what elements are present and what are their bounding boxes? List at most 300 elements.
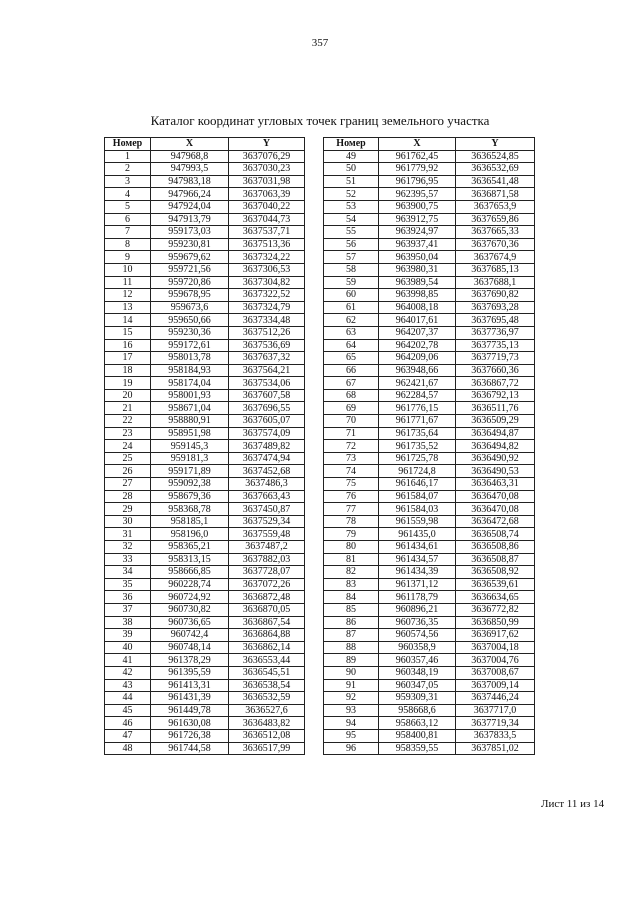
table-row <box>105 188 305 201</box>
y-coordinate-cell: 3636917,62 <box>456 629 535 642</box>
point-number-cell: 74 <box>324 465 379 478</box>
x-coordinate-cell: 961395,59 <box>151 666 229 679</box>
y-coordinate-cell: 3637637,32 <box>229 352 305 365</box>
column-header-x: X <box>379 138 456 151</box>
y-coordinate-cell: 3637607,58 <box>229 389 305 402</box>
point-number-cell: 20 <box>105 389 151 402</box>
x-coordinate-cell: 959171,89 <box>151 465 229 478</box>
point-number-cell: 6 <box>105 213 151 226</box>
point-number-cell: 81 <box>324 553 379 566</box>
x-coordinate-cell: 960730,82 <box>151 603 229 616</box>
point-number-cell: 43 <box>105 679 151 692</box>
x-coordinate-cell: 963900,75 <box>379 200 456 213</box>
table-row <box>105 603 305 616</box>
table-row <box>324 200 535 213</box>
x-coordinate-cell: 964202,78 <box>379 339 456 352</box>
x-coordinate-cell: 959650,66 <box>151 314 229 327</box>
x-coordinate-cell: 961434,39 <box>379 566 456 579</box>
table-row <box>105 666 305 679</box>
table-row <box>105 452 305 465</box>
y-coordinate-cell: 3637670,36 <box>456 238 535 251</box>
coordinates-table-right <box>323 137 535 755</box>
point-number-cell: 39 <box>105 629 151 642</box>
y-coordinate-cell: 3636470,08 <box>456 490 535 503</box>
table-row <box>324 603 535 616</box>
point-number-cell: 44 <box>105 692 151 705</box>
y-coordinate-cell: 3637334,48 <box>229 314 305 327</box>
page-number: 357 <box>311 37 329 49</box>
y-coordinate-cell: 3637833,5 <box>456 729 535 742</box>
point-number-cell: 37 <box>105 603 151 616</box>
x-coordinate-cell: 961771,67 <box>379 415 456 428</box>
y-coordinate-cell: 3637559,48 <box>229 528 305 541</box>
y-coordinate-cell: 3637537,71 <box>229 226 305 239</box>
y-coordinate-cell: 3636524,85 <box>456 150 535 163</box>
table-row <box>105 717 305 730</box>
point-number-cell: 41 <box>105 654 151 667</box>
table-row <box>324 729 535 742</box>
x-coordinate-cell: 961434,57 <box>379 553 456 566</box>
y-coordinate-cell: 3637487,2 <box>229 541 305 554</box>
table-row <box>105 364 305 377</box>
table-row <box>324 402 535 415</box>
table-row <box>324 666 535 679</box>
table-row <box>324 591 535 604</box>
point-number-cell: 33 <box>105 553 151 566</box>
x-coordinate-cell: 961779,92 <box>379 163 456 176</box>
point-number-cell: 66 <box>324 364 379 377</box>
y-coordinate-cell: 3636517,99 <box>229 742 305 755</box>
y-coordinate-cell: 3637736,97 <box>456 326 535 339</box>
point-number-cell: 5 <box>105 200 151 213</box>
table-row <box>324 704 535 717</box>
x-coordinate-cell: 964008,18 <box>379 301 456 314</box>
x-coordinate-cell: 961735,52 <box>379 440 456 453</box>
point-number-cell: 46 <box>105 717 151 730</box>
x-coordinate-cell: 960748,14 <box>151 641 229 654</box>
point-number-cell: 88 <box>324 641 379 654</box>
table-row <box>105 591 305 604</box>
x-coordinate-cell: 947983,18 <box>151 175 229 188</box>
y-coordinate-cell: 3637659,86 <box>456 213 535 226</box>
point-number-cell: 80 <box>324 541 379 554</box>
y-coordinate-cell: 3636494,82 <box>456 440 535 453</box>
x-coordinate-cell: 963924,97 <box>379 226 456 239</box>
x-coordinate-cell: 961646,17 <box>379 478 456 491</box>
table-row <box>324 276 535 289</box>
y-coordinate-cell: 3637446,24 <box>456 692 535 705</box>
y-coordinate-cell: 3636539,61 <box>456 578 535 591</box>
point-number-cell: 32 <box>105 541 151 554</box>
y-coordinate-cell: 3637008,67 <box>456 666 535 679</box>
table-row <box>324 717 535 730</box>
y-coordinate-cell: 3637304,82 <box>229 276 305 289</box>
point-number-cell: 83 <box>324 578 379 591</box>
x-coordinate-cell: 947993,5 <box>151 163 229 176</box>
table-row <box>324 289 535 302</box>
x-coordinate-cell: 961744,58 <box>151 742 229 755</box>
point-number-cell: 50 <box>324 163 379 176</box>
x-coordinate-cell: 961630,08 <box>151 717 229 730</box>
table-row <box>324 478 535 491</box>
x-coordinate-cell: 961584,07 <box>379 490 456 503</box>
table-row <box>105 289 305 302</box>
table-row <box>105 490 305 503</box>
document-title: Каталог координат угловых точек границ земельного участка <box>150 113 490 128</box>
point-number-cell: 26 <box>105 465 151 478</box>
y-coordinate-cell: 3637004,18 <box>456 641 535 654</box>
point-number-cell: 49 <box>324 150 379 163</box>
y-coordinate-cell: 3636870,05 <box>229 603 305 616</box>
table-row <box>105 553 305 566</box>
y-coordinate-cell: 3636532,69 <box>456 163 535 176</box>
point-number-cell: 18 <box>105 364 151 377</box>
y-coordinate-cell: 3637693,28 <box>456 301 535 314</box>
x-coordinate-cell: 958679,36 <box>151 490 229 503</box>
y-coordinate-cell: 3636850,99 <box>456 616 535 629</box>
point-number-cell: 24 <box>105 440 151 453</box>
x-coordinate-cell: 961178,79 <box>379 591 456 604</box>
coordinates-table-left <box>104 137 305 755</box>
x-coordinate-cell: 959230,36 <box>151 326 229 339</box>
table-row <box>105 263 305 276</box>
x-coordinate-cell: 963950,04 <box>379 251 456 264</box>
table-row <box>105 301 305 314</box>
y-coordinate-cell: 3637452,68 <box>229 465 305 478</box>
table-row <box>105 503 305 516</box>
x-coordinate-cell: 960736,65 <box>151 616 229 629</box>
y-coordinate-cell: 3637695,48 <box>456 314 535 327</box>
point-number-cell: 9 <box>105 251 151 264</box>
table-row <box>324 578 535 591</box>
y-coordinate-cell: 3636527,6 <box>229 704 305 717</box>
point-number-cell: 31 <box>105 528 151 541</box>
table-row <box>324 616 535 629</box>
x-coordinate-cell: 947913,79 <box>151 213 229 226</box>
table-body-right <box>324 150 535 755</box>
x-coordinate-cell: 958359,55 <box>379 742 456 755</box>
point-number-cell: 2 <box>105 163 151 176</box>
y-coordinate-cell: 3637660,36 <box>456 364 535 377</box>
x-coordinate-cell: 958663,12 <box>379 717 456 730</box>
x-coordinate-cell: 959092,38 <box>151 478 229 491</box>
x-coordinate-cell: 961435,0 <box>379 528 456 541</box>
x-coordinate-cell: 958184,93 <box>151 364 229 377</box>
table-row <box>105 163 305 176</box>
point-number-cell: 12 <box>105 289 151 302</box>
y-coordinate-cell: 3636470,08 <box>456 503 535 516</box>
y-coordinate-cell: 3636494,87 <box>456 427 535 440</box>
table-header-row <box>324 138 535 151</box>
column-header-number: Номер <box>324 138 379 151</box>
y-coordinate-cell: 3636508,87 <box>456 553 535 566</box>
x-coordinate-cell: 958880,91 <box>151 415 229 428</box>
point-number-cell: 62 <box>324 314 379 327</box>
table-row <box>105 478 305 491</box>
x-coordinate-cell: 963998,85 <box>379 289 456 302</box>
y-coordinate-cell: 3637719,73 <box>456 352 535 365</box>
table-row <box>324 440 535 453</box>
point-number-cell: 89 <box>324 654 379 667</box>
point-number-cell: 34 <box>105 566 151 579</box>
point-number-cell: 28 <box>105 490 151 503</box>
table-row <box>324 427 535 440</box>
y-coordinate-cell: 3637004,76 <box>456 654 535 667</box>
point-number-cell: 85 <box>324 603 379 616</box>
table-row <box>324 415 535 428</box>
x-coordinate-cell: 960742,4 <box>151 629 229 642</box>
x-coordinate-cell: 960348,19 <box>379 666 456 679</box>
x-coordinate-cell: 963937,41 <box>379 238 456 251</box>
x-coordinate-cell: 962395,57 <box>379 188 456 201</box>
point-number-cell: 56 <box>324 238 379 251</box>
y-coordinate-cell: 3636512,08 <box>229 729 305 742</box>
y-coordinate-cell: 3637735,13 <box>456 339 535 352</box>
point-number-cell: 10 <box>105 263 151 276</box>
table-row <box>105 641 305 654</box>
table-row <box>324 251 535 264</box>
x-coordinate-cell: 959721,56 <box>151 263 229 276</box>
x-coordinate-cell: 961762,45 <box>379 150 456 163</box>
x-coordinate-cell: 961371,12 <box>379 578 456 591</box>
table-row <box>105 729 305 742</box>
point-number-cell: 8 <box>105 238 151 251</box>
y-coordinate-cell: 3636867,54 <box>229 616 305 629</box>
point-number-cell: 16 <box>105 339 151 352</box>
point-number-cell: 60 <box>324 289 379 302</box>
y-coordinate-cell: 3637719,34 <box>456 717 535 730</box>
x-coordinate-cell: 958365,21 <box>151 541 229 554</box>
point-number-cell: 38 <box>105 616 151 629</box>
x-coordinate-cell: 959678,95 <box>151 289 229 302</box>
point-number-cell: 23 <box>105 427 151 440</box>
y-coordinate-cell: 3636792,13 <box>456 389 535 402</box>
x-coordinate-cell: 960228,74 <box>151 578 229 591</box>
y-coordinate-cell: 3637529,34 <box>229 515 305 528</box>
table-row <box>324 150 535 163</box>
x-coordinate-cell: 963948,66 <box>379 364 456 377</box>
y-coordinate-cell: 3637322,52 <box>229 289 305 302</box>
table-body-left <box>105 150 305 755</box>
point-number-cell: 79 <box>324 528 379 541</box>
point-number-cell: 91 <box>324 679 379 692</box>
point-number-cell: 61 <box>324 301 379 314</box>
x-coordinate-cell: 958174,04 <box>151 377 229 390</box>
x-coordinate-cell: 947966,24 <box>151 188 229 201</box>
table-row <box>324 326 535 339</box>
table-row <box>324 553 535 566</box>
x-coordinate-cell: 964017,61 <box>379 314 456 327</box>
x-coordinate-cell: 962421,67 <box>379 377 456 390</box>
y-coordinate-cell: 3636862,14 <box>229 641 305 654</box>
point-number-cell: 36 <box>105 591 151 604</box>
point-number-cell: 40 <box>105 641 151 654</box>
column-header-y: Y <box>229 138 305 151</box>
table-row <box>105 704 305 717</box>
x-coordinate-cell: 959673,6 <box>151 301 229 314</box>
table-row <box>105 377 305 390</box>
y-coordinate-cell: 3637031,98 <box>229 175 305 188</box>
y-coordinate-cell: 3637665,33 <box>456 226 535 239</box>
table-row <box>324 452 535 465</box>
point-number-cell: 30 <box>105 515 151 528</box>
table-row <box>105 415 305 428</box>
x-coordinate-cell: 959145,3 <box>151 440 229 453</box>
y-coordinate-cell: 3636508,92 <box>456 566 535 579</box>
x-coordinate-cell: 958196,0 <box>151 528 229 541</box>
point-number-cell: 52 <box>324 188 379 201</box>
table-row <box>105 213 305 226</box>
x-coordinate-cell: 958951,98 <box>151 427 229 440</box>
x-coordinate-cell: 959173,03 <box>151 226 229 239</box>
point-number-cell: 84 <box>324 591 379 604</box>
x-coordinate-cell: 961584,03 <box>379 503 456 516</box>
table-row <box>324 465 535 478</box>
table-row <box>324 314 535 327</box>
x-coordinate-cell: 959230,81 <box>151 238 229 251</box>
x-coordinate-cell: 961726,38 <box>151 729 229 742</box>
table-row <box>324 188 535 201</box>
point-number-cell: 73 <box>324 452 379 465</box>
table-row <box>105 402 305 415</box>
y-coordinate-cell: 3636483,82 <box>229 717 305 730</box>
point-number-cell: 78 <box>324 515 379 528</box>
y-coordinate-cell: 3637072,26 <box>229 578 305 591</box>
x-coordinate-cell: 960574,56 <box>379 629 456 642</box>
table-row <box>324 490 535 503</box>
point-number-cell: 59 <box>324 276 379 289</box>
y-coordinate-cell: 3636553,44 <box>229 654 305 667</box>
point-number-cell: 53 <box>324 200 379 213</box>
point-number-cell: 70 <box>324 415 379 428</box>
y-coordinate-cell: 3636509,29 <box>456 415 535 428</box>
y-coordinate-cell: 3637674,9 <box>456 251 535 264</box>
table-row <box>105 150 305 163</box>
point-number-cell: 86 <box>324 616 379 629</box>
table-row <box>105 427 305 440</box>
y-coordinate-cell: 3637450,87 <box>229 503 305 516</box>
point-number-cell: 51 <box>324 175 379 188</box>
y-coordinate-cell: 3637574,09 <box>229 427 305 440</box>
y-coordinate-cell: 3636634,65 <box>456 591 535 604</box>
point-number-cell: 25 <box>105 452 151 465</box>
point-number-cell: 21 <box>105 402 151 415</box>
x-coordinate-cell: 959309,31 <box>379 692 456 705</box>
x-coordinate-cell: 959181,3 <box>151 452 229 465</box>
table-row <box>324 742 535 755</box>
point-number-cell: 77 <box>324 503 379 516</box>
x-coordinate-cell: 958368,78 <box>151 503 229 516</box>
table-row <box>105 314 305 327</box>
x-coordinate-cell: 960357,46 <box>379 654 456 667</box>
point-number-cell: 58 <box>324 263 379 276</box>
table-row <box>324 301 535 314</box>
x-coordinate-cell: 960724,92 <box>151 591 229 604</box>
point-number-cell: 47 <box>105 729 151 742</box>
table-row <box>324 528 535 541</box>
x-coordinate-cell: 958666,85 <box>151 566 229 579</box>
point-number-cell: 87 <box>324 629 379 642</box>
y-coordinate-cell: 3637513,36 <box>229 238 305 251</box>
point-number-cell: 67 <box>324 377 379 390</box>
y-coordinate-cell: 3637685,13 <box>456 263 535 276</box>
y-coordinate-cell: 3637044,73 <box>229 213 305 226</box>
column-header-number: Номер <box>105 138 151 151</box>
x-coordinate-cell: 964209,06 <box>379 352 456 365</box>
x-coordinate-cell: 958013,78 <box>151 352 229 365</box>
sheet-footer: Лист 11 из 14 <box>541 798 605 810</box>
table-row <box>105 742 305 755</box>
y-coordinate-cell: 3637324,79 <box>229 301 305 314</box>
table-row <box>324 515 535 528</box>
y-coordinate-cell: 3636463,31 <box>456 478 535 491</box>
point-number-cell: 82 <box>324 566 379 579</box>
point-number-cell: 19 <box>105 377 151 390</box>
table-row <box>324 692 535 705</box>
point-number-cell: 55 <box>324 226 379 239</box>
y-coordinate-cell: 3637030,23 <box>229 163 305 176</box>
x-coordinate-cell: 961378,29 <box>151 654 229 667</box>
y-coordinate-cell: 3637653,9 <box>456 200 535 213</box>
point-number-cell: 68 <box>324 389 379 402</box>
x-coordinate-cell: 960358,9 <box>379 641 456 654</box>
x-coordinate-cell: 961724,8 <box>379 465 456 478</box>
table-row <box>324 389 535 402</box>
x-coordinate-cell: 961735,64 <box>379 427 456 440</box>
x-coordinate-cell: 961559,98 <box>379 515 456 528</box>
table-row <box>105 679 305 692</box>
table-row <box>105 528 305 541</box>
table-row <box>105 692 305 705</box>
point-number-cell: 71 <box>324 427 379 440</box>
x-coordinate-cell: 947924,04 <box>151 200 229 213</box>
point-number-cell: 75 <box>324 478 379 491</box>
table-row <box>324 654 535 667</box>
table-row <box>324 364 535 377</box>
point-number-cell: 54 <box>324 213 379 226</box>
y-coordinate-cell: 3637324,22 <box>229 251 305 264</box>
table-row <box>105 389 305 402</box>
table-row <box>105 515 305 528</box>
y-coordinate-cell: 3637512,26 <box>229 326 305 339</box>
table-row <box>324 352 535 365</box>
x-coordinate-cell: 961776,15 <box>379 402 456 415</box>
table-row <box>324 213 535 226</box>
x-coordinate-cell: 959720,86 <box>151 276 229 289</box>
point-number-cell: 45 <box>105 704 151 717</box>
table-row <box>324 175 535 188</box>
table-row <box>324 238 535 251</box>
table-row <box>105 578 305 591</box>
table-row <box>105 352 305 365</box>
point-number-cell: 92 <box>324 692 379 705</box>
column-header-x: X <box>151 138 229 151</box>
y-coordinate-cell: 3637663,43 <box>229 490 305 503</box>
y-coordinate-cell: 3637534,06 <box>229 377 305 390</box>
x-coordinate-cell: 958313,15 <box>151 553 229 566</box>
y-coordinate-cell: 3636864,88 <box>229 629 305 642</box>
x-coordinate-cell: 961431,39 <box>151 692 229 705</box>
x-coordinate-cell: 964207,37 <box>379 326 456 339</box>
y-coordinate-cell: 3637486,3 <box>229 478 305 491</box>
table-row <box>324 377 535 390</box>
y-coordinate-cell: 3637696,55 <box>229 402 305 415</box>
table-row <box>324 263 535 276</box>
y-coordinate-cell: 3637690,82 <box>456 289 535 302</box>
y-coordinate-cell: 3637605,07 <box>229 415 305 428</box>
point-number-cell: 27 <box>105 478 151 491</box>
table-row <box>324 541 535 554</box>
